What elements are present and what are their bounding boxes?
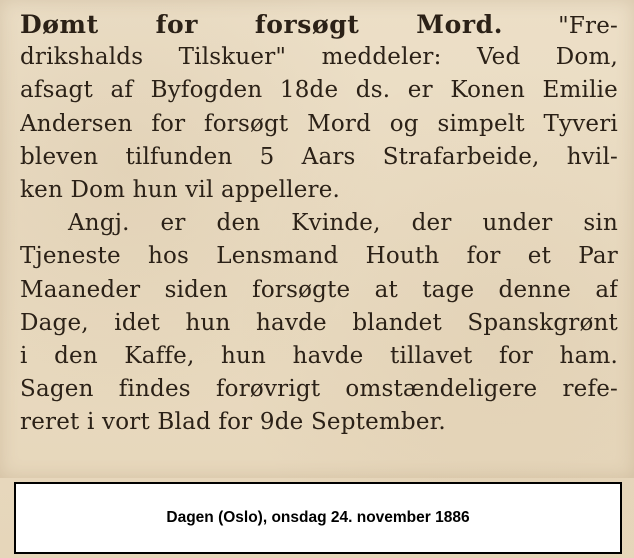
article-line-9: Maaneder siden forsøgte at tage denne af [20,276,618,303]
article-line-10: Dage, idet hun havde blandet Spanskgrønt [20,309,618,336]
article-text: "Fre- [558,13,618,39]
caption-box [14,482,622,554]
article-line-5: bleven tilfunden 5 Aars Strafarbeide, hvil- [20,143,618,170]
article-body [20,8,618,439]
article-line-11: i den Kaffe, hun havde tillavet for ham. [20,342,618,369]
headline: Dømt for forsøgt Mord. [20,10,504,39]
article-line-2: drikshalds Tilskuer" meddeler: Ved Dom, [20,44,618,71]
article-line-8: Tjeneste hos Lensmand Houth for et Par [20,243,618,270]
article-line-3: afsagt af Byfogden 18de ds. er Konen Emilie [20,77,618,104]
article-line-12: Sagen findes forøvrigt omstændeligere refe- [20,376,618,403]
article-line-4: Andersen for forsøgt Mord og simpelt Tyveri [20,110,618,137]
caption-text: Dagen (Oslo), onsdag 24. november 1886 [166,509,470,526]
article-line-6: ken Dom hun vil appellere. [20,176,341,203]
article-line-7: Angj. er den Kvinde, der under sin [68,210,618,237]
article-line-1 [20,8,618,41]
article-line-13: reret i vort Blad for 9de September. [20,409,446,436]
